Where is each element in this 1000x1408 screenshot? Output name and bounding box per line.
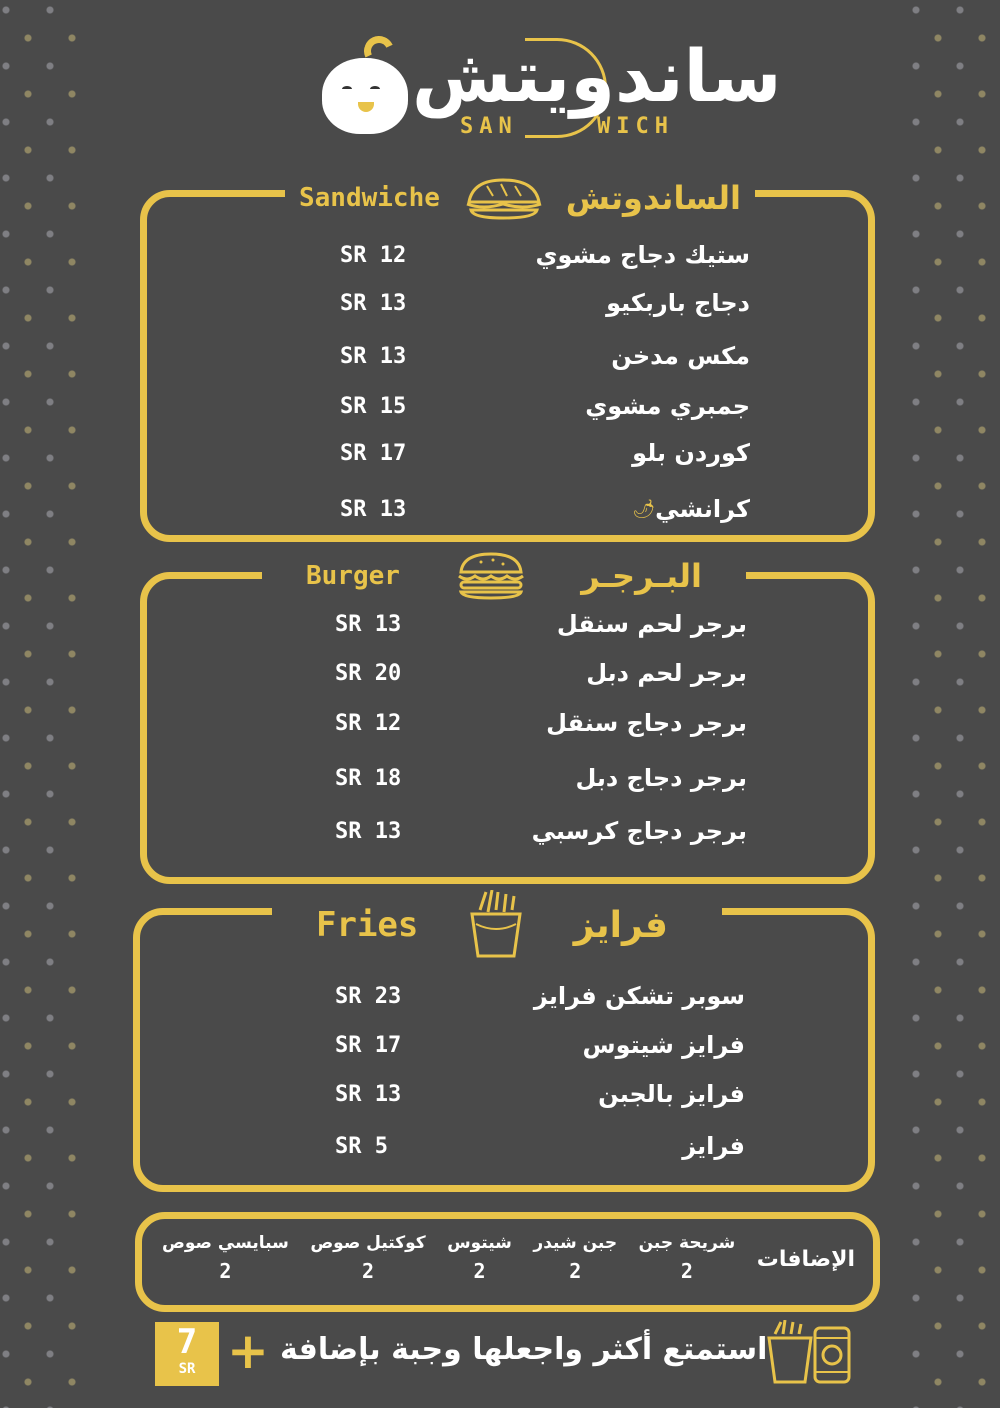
menu-item (340, 285, 750, 321)
item-name: برجر لحم دبل (586, 659, 747, 687)
extra-price: 2 (361, 1259, 375, 1283)
item-price: SR 20 (335, 660, 402, 686)
item-price: SR 13 (340, 496, 407, 522)
extra-name: جبن شيدر (533, 1233, 618, 1253)
item-name: كوردن بلو (632, 439, 750, 467)
menu-item (335, 655, 747, 691)
combo-price-currency: SR (178, 1361, 196, 1377)
item-price: SR 13 (340, 343, 407, 369)
fries-icon (456, 890, 536, 960)
sandwich-title-ar: الساندوتش (565, 179, 741, 217)
menu-item (335, 705, 747, 741)
chick-mascot-icon (322, 58, 408, 134)
menu-item (335, 1027, 745, 1063)
item-name: برجر لحم سنقل (556, 610, 747, 638)
item-name: برجر دجاج دبل (575, 764, 747, 792)
item-name: برجر دجاج سنقل (546, 709, 747, 737)
item-price: SR 12 (335, 710, 402, 736)
extra-item (639, 1233, 736, 1283)
fries-title-en: Fries (316, 905, 419, 945)
combo-promo (155, 1320, 865, 1390)
item-price: SR 13 (335, 818, 402, 844)
item-price: SR 23 (335, 983, 402, 1009)
sandwich-title-en: Sandwiche (299, 183, 440, 213)
item-name: سوبر تشكن فرايز (533, 982, 745, 1010)
brand-name-ar: ساندويتش (412, 34, 782, 118)
item-price: SR 17 (340, 440, 407, 466)
extra-item (533, 1233, 617, 1283)
item-price: SR 13 (340, 290, 407, 316)
brand-name-en (460, 114, 674, 139)
menu-item (335, 978, 745, 1014)
extra-name: شيتوس (447, 1233, 512, 1253)
combo-price-value: 7 (176, 1322, 198, 1362)
left-pattern (0, 0, 90, 1408)
fries-header (272, 890, 722, 960)
item-price: SR 12 (340, 242, 407, 268)
burger-title-ar: البـرجـر (581, 557, 702, 595)
extras-title: الإضافات (756, 1247, 855, 1272)
item-name: فرايز (682, 1132, 745, 1160)
extra-name: كوكتيل صوص (310, 1233, 426, 1253)
item-price: SR 13 (335, 1081, 402, 1107)
extra-item (310, 1233, 425, 1283)
menu-item (340, 338, 750, 374)
item-price: SR 18 (335, 765, 402, 791)
extra-item (447, 1233, 512, 1283)
menu-item (335, 606, 747, 642)
menu-item (340, 435, 750, 471)
item-price: SR 17 (335, 1032, 402, 1058)
combo-price-badge (155, 1322, 219, 1386)
extra-name: شريحة جبن (638, 1233, 736, 1253)
burger-header (262, 554, 746, 598)
extras-box (135, 1212, 880, 1312)
menu-item (335, 760, 747, 796)
burger-title-en: Burger (306, 561, 400, 591)
item-name: فرايز بالجبن (598, 1080, 745, 1108)
menu-item (340, 491, 750, 527)
menu-item (335, 813, 747, 849)
brand-logo (320, 30, 782, 150)
menu-item (340, 237, 750, 273)
sandwich-header (285, 176, 755, 220)
brand-name-en-right: WICH (597, 114, 674, 139)
extra-price: 2 (680, 1259, 693, 1283)
burger-icon (451, 552, 531, 600)
combo-promo-text: استمتع أكثر واجعلها وجبة بإضافة (280, 1332, 768, 1367)
extra-price: 2 (219, 1259, 232, 1283)
item-price: SR 13 (335, 611, 402, 637)
item-name: فرايز شيتوس (582, 1031, 745, 1059)
item-name: ستيك دجاج مشوي (535, 241, 750, 269)
brand-name-en-left: SAN (460, 114, 518, 139)
extra-price: 2 (569, 1259, 582, 1283)
extra-name: سبايسي صوص (162, 1233, 289, 1253)
menu-item (335, 1076, 745, 1112)
right-pattern (910, 0, 1000, 1408)
item-price: SR 5 (335, 1133, 388, 1159)
plus-icon: + (227, 1322, 269, 1380)
item-price: SR 15 (340, 393, 407, 419)
extra-price: 2 (473, 1259, 486, 1283)
fries-title-ar: فرايز (573, 904, 668, 946)
item-name: مكس مدخن (611, 342, 750, 370)
item-name: كرانشي (655, 495, 750, 523)
extra-item (162, 1233, 289, 1283)
chili-icon: 🌶 (632, 498, 656, 520)
item-name: دجاج باربكيو (606, 289, 750, 317)
fries-drink-icon (767, 1320, 857, 1386)
sandwich-icon (463, 174, 543, 222)
item-name: برجر دجاج كرسبي (531, 817, 747, 845)
menu-item (340, 388, 750, 424)
menu-item (335, 1128, 745, 1164)
item-name: جمبري مشوي (585, 392, 750, 420)
